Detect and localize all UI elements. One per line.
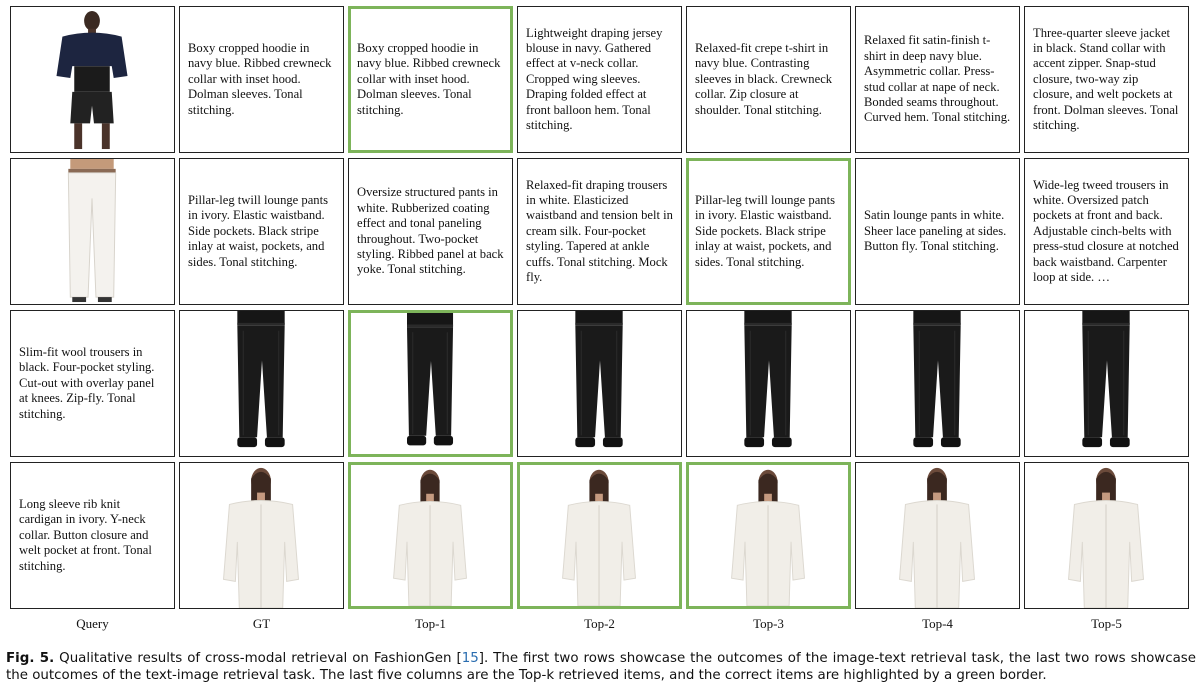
row1-gt-description: Boxy cropped hoodie in navy blue. Ribbed crewneck collar with inset hood. Dolman sleeves. Tonal stitching. xyxy=(188,40,332,117)
row1-top5-text xyxy=(1024,6,1189,153)
column-label-query: Query xyxy=(76,616,109,631)
caption-text-after: ]. The first two rows showcase the outcomes of the image-text retrieval task, the last two rows showcase the outcomes of the text-image retrieval task. The last five columns are the Top-k retrieved items, and the correct items are highlighted by a green border. xyxy=(6,651,1197,683)
black-trousers-image xyxy=(351,313,510,454)
row3-top2-image xyxy=(517,310,682,457)
row1-top5-description: Three-quarter sleeve jacket in black. Stand collar with accent zipper. Snap-stud closure, two-way zip closure, and welt pockets at front. Dolman sleeves. Tonal stitching. xyxy=(1033,25,1179,133)
row2-gt-description: Pillar-leg twill lounge pants in ivory. Elastic waistband. Side pockets. Black stripe inlay at waist, pockets, and sides. Tonal stitching. xyxy=(188,192,329,269)
row2-top4-text xyxy=(855,158,1020,305)
ivory-cardigan-image xyxy=(689,465,848,606)
caption-text-before: Qualitative results of cross-modal retrieval on FashionGen [ xyxy=(54,651,462,666)
row4-gt-image xyxy=(179,462,344,609)
row1-top2-text xyxy=(517,6,682,153)
row2-top5-text xyxy=(1024,158,1189,305)
column-label-top3: Top-3 xyxy=(753,616,784,631)
ivory-sweater-image xyxy=(1025,463,1188,608)
column-label-top1: Top-1 xyxy=(415,616,446,631)
row1-top2-description: Lightweight draping jersey blouse in navy. Gathered effect at v-neck collar. Cropped wing sleeves. Draping folded effect at front balloon hem. Tonal stitching. xyxy=(526,25,663,133)
row2-top3-text xyxy=(686,158,851,305)
row4-query-text xyxy=(10,462,175,609)
column-labels xyxy=(10,616,1189,632)
column-label-top4: Top-4 xyxy=(922,616,953,631)
row2-top1-text xyxy=(348,158,513,305)
retrieval-grid xyxy=(10,6,1189,609)
row3-top3-image xyxy=(686,310,851,457)
row4-top5-image xyxy=(1024,462,1189,609)
row1-query-image xyxy=(10,6,175,153)
column-label-top5: Top-5 xyxy=(1091,616,1122,631)
row2-gt-text xyxy=(179,158,344,305)
row3-top1-image xyxy=(348,310,513,457)
citation-link[interactable]: 15 xyxy=(461,651,479,666)
row1-top4-description: Relaxed fit satin-finish t-shirt in deep navy blue. Asymmetric collar. Press-stud collar at nape of neck. Bonded seams throughout. Curved hem. Tonal stitching. xyxy=(864,33,1011,125)
row3-top4-image xyxy=(855,310,1020,457)
ivory-cardigan-image xyxy=(180,463,343,608)
row3-gt-image xyxy=(179,310,344,457)
row1-top4-text xyxy=(855,6,1020,153)
row2-top1-description: Oversize structured pants in white. Rubberized coating effect and tonal paneling throughout. Two-pocket styling. Ribbed panel at back yoke. Tonal stitching. xyxy=(357,185,504,277)
row4-top1-image xyxy=(348,462,513,609)
row3-query-description: Slim-fit wool trousers in black. Four-pocket styling. Cut-out with overlay panel at knees. Zip-fly. Tonal stitching. xyxy=(19,344,155,421)
black-trousers-image xyxy=(856,311,1019,456)
ivory-cardigan-image xyxy=(351,465,510,606)
black-trousers-image xyxy=(687,311,850,456)
row1-top1-description: Boxy cropped hoodie in navy blue. Ribbed crewneck collar with inset hood. Dolman sleeves. Tonal stitching. xyxy=(357,40,501,117)
row2-top2-text xyxy=(517,158,682,305)
row4-query-description: Long sleeve rib knit cardigan in ivory. Y-neck collar. Button closure and welt pocket at front. Tonal stitching. xyxy=(19,496,152,573)
row1-gt-text xyxy=(179,6,344,153)
row4-top4-image xyxy=(855,462,1020,609)
row2-top3-description: Pillar-leg twill lounge pants in ivory. Elastic waistband. Side pockets. Black stripe inlay at waist, pockets, and sides. Tonal stitching. xyxy=(695,192,836,269)
row2-query-image xyxy=(10,158,175,305)
row1-top3-text xyxy=(686,6,851,153)
black-trousers-image xyxy=(1025,311,1188,456)
hoodie-model-image xyxy=(11,7,174,152)
white-pants-model-image xyxy=(11,159,174,304)
row1-top3-description: Relaxed-fit crepe t-shirt in navy blue. Contrasting sleeves in black. Crewneck collar. Zip closure at shoulder. Tonal stitching. xyxy=(695,40,833,117)
column-label-top2: Top-2 xyxy=(584,616,615,631)
ivory-cardigan-image xyxy=(520,465,679,606)
column-label-gt: GT xyxy=(252,616,271,631)
row3-query-text xyxy=(10,310,175,457)
black-trousers-image xyxy=(180,311,343,456)
row2-top2-description: Relaxed-fit draping trousers in white. Elasticized waistband and tension belt in cream silk. Four-pocket styling. Tapered at ankle cuffs. Tonal stitching. Mock fly. xyxy=(526,177,673,285)
ivory-sweater-image xyxy=(856,463,1019,608)
row1-top1-text xyxy=(348,6,513,153)
row4-top3-image xyxy=(686,462,851,609)
figure-label: Fig. 5. xyxy=(6,651,55,666)
row2-top5-description: Wide-leg tweed trousers in white. Oversized patch pockets at front and back. Adjustable cinch-belts with press-stud closure at notched back waistband. Carpenter loop at side. … xyxy=(1033,177,1179,285)
row2-top4-description: Satin lounge pants in white. Sheer lace paneling at sides. Button fly. Tonal stitching. xyxy=(864,208,1007,254)
row3-top5-image xyxy=(1024,310,1189,457)
figure-caption xyxy=(6,650,1196,684)
row4-top2-image xyxy=(517,462,682,609)
black-trousers-image xyxy=(518,311,681,456)
